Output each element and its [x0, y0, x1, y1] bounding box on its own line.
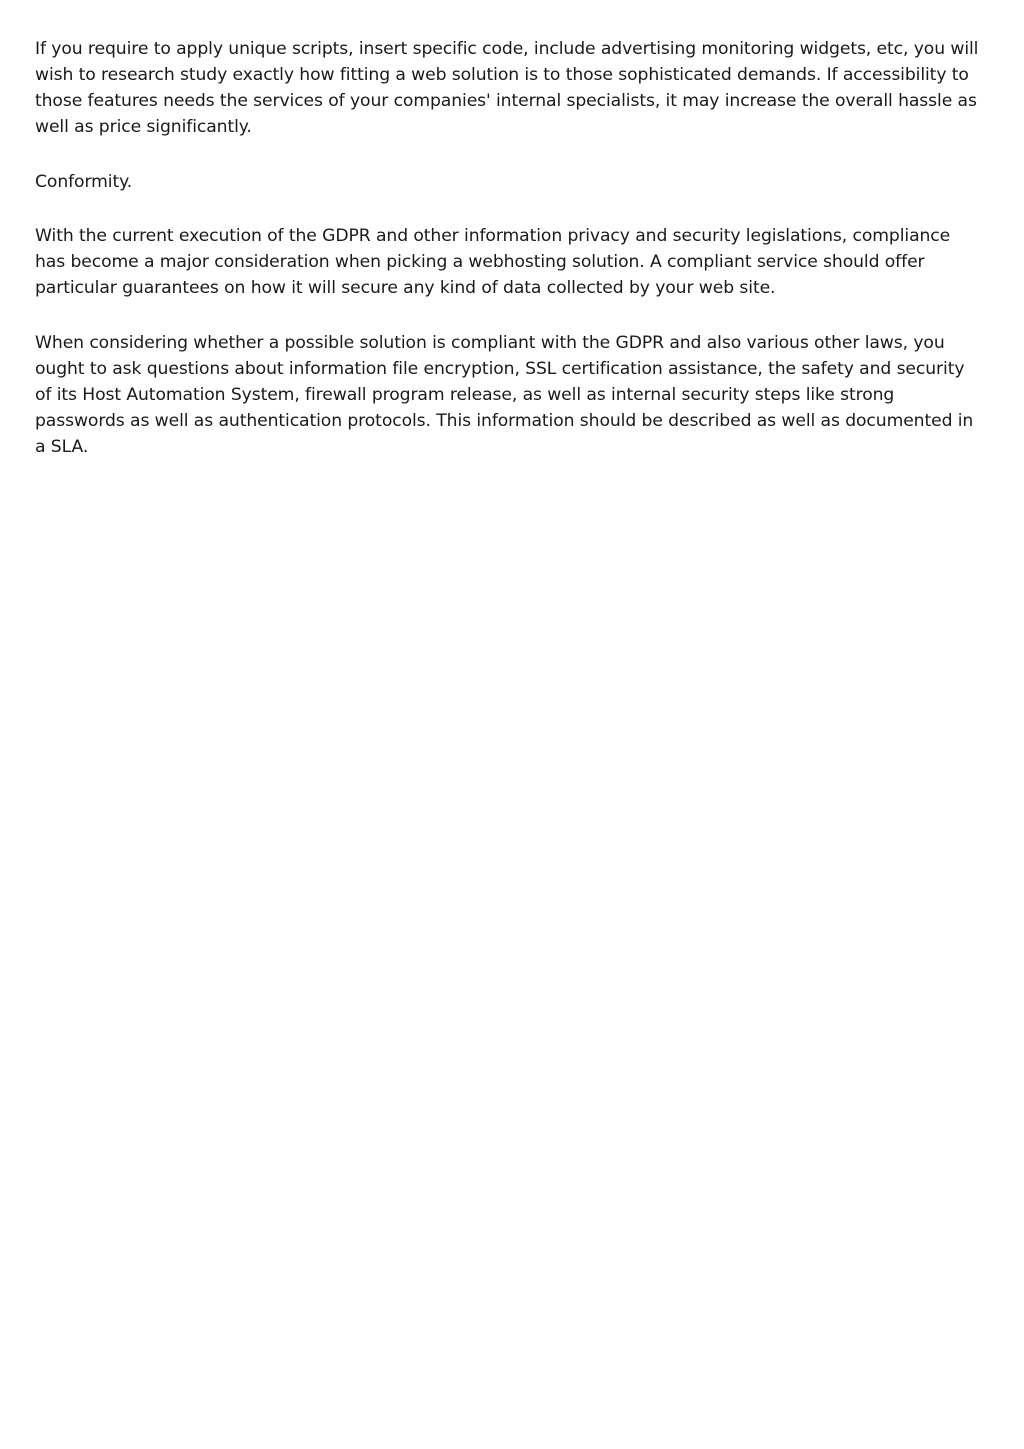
paragraph-compliance-questions: When considering whether a possible solution is compliant with the GDPR and also various other laws, you ought to ask questions about information file encryption, SSL certification assistance, the safety and security of its Host Automation System, firewall program release, as well as internal security steps like strong passwords as well as authentication protocols. This information should be described as well as documented in a SLA.	[35, 332, 974, 457]
paragraph-gdpr-compliance: With the current execution of the GDPR and other information privacy and security legislations, compliance has become a major consideration when picking a webhosting solution. A compliant service should offer particular guarantees on how it will secure any kind of data collected by your web site.	[35, 226, 951, 298]
document-body	[35, 36, 983, 488]
paragraph-conformity-heading: Conformity.	[35, 171, 133, 192]
paragraph-custom-scripts: If you require to apply unique scripts, insert specific code, include advertising monitoring widgets, etc, you will wish to research study exactly how fitting a web solution is to those sophisticated demands. If accessibility to those features needs the services of your companies' internal specialists, it may increase the overall hassle as well as price significantly.	[35, 39, 979, 137]
